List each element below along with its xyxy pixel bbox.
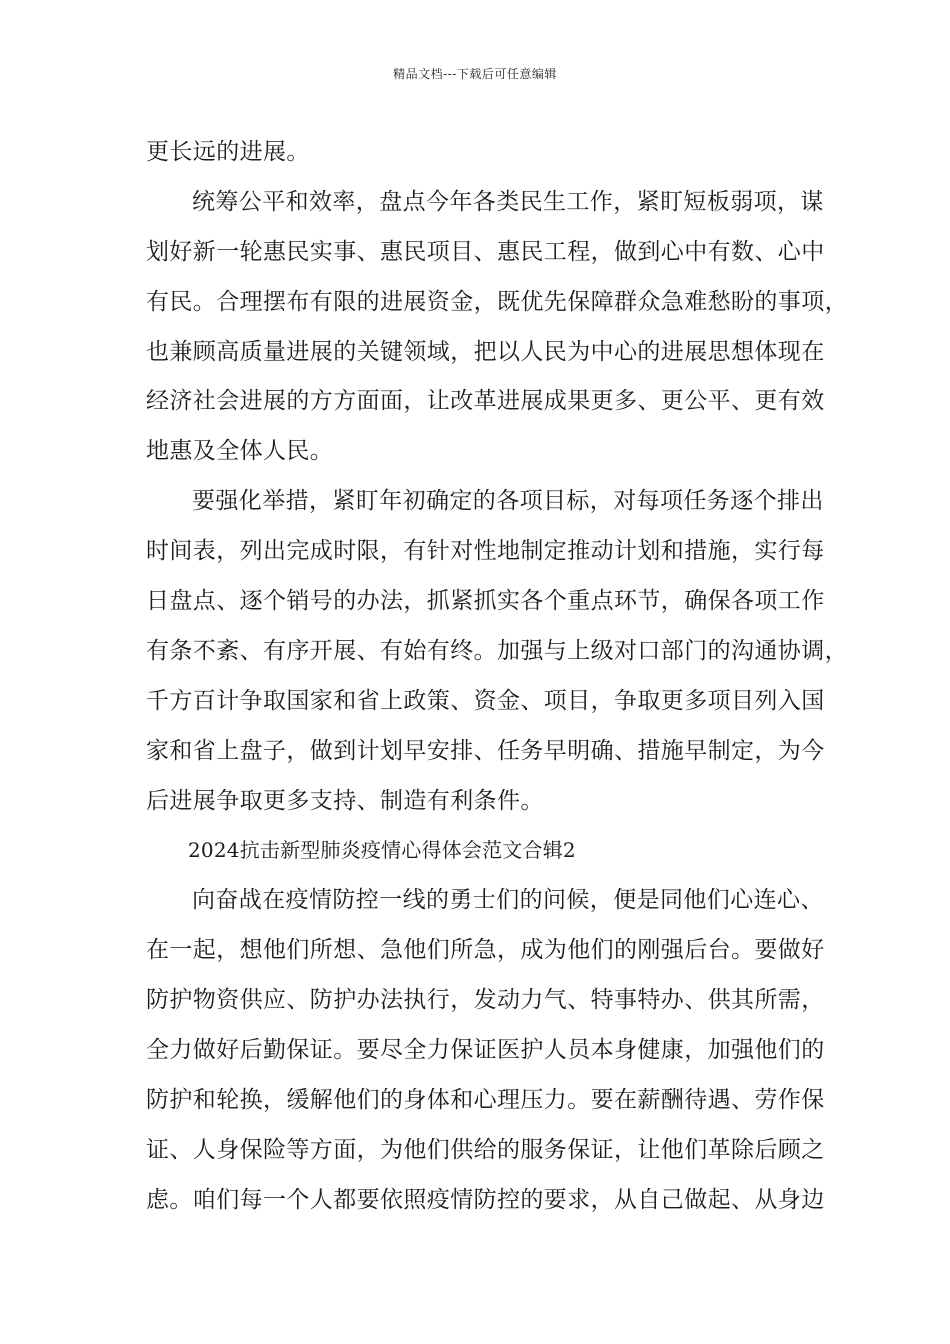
text-line: 后进展争取更多支持、制造有利条件。 [146, 787, 544, 814]
text-line: 全力做好后勤保证。要尽全力保证医护人员本身健康，加强他们的 [146, 1037, 825, 1064]
text-line: 有条不紊、有序开展、有始有终。加强与上级对口部门的沟通协调， [146, 637, 848, 664]
paragraph-start-line: 统筹公平和效率，盘点今年各类民生工作，紧盯短板弱项，谋 [192, 188, 824, 215]
text-line: 地惠及全体人民。 [146, 438, 334, 465]
paragraph-start-line: 要强化举措，紧盯年初确定的各项目标，对每项任务逐个排出 [192, 488, 824, 515]
text-line: 有民。合理摆布有限的进展资金，既优先保障群众急难愁盼的事项， [146, 288, 848, 315]
text-line: 千方百计争取国家和省上政策、资金、项目，争取更多项目列入国 [146, 687, 825, 714]
paragraph-start-line: 向奋战在疫情防控一线的勇士们的问候，便是同他们心连心、 [192, 887, 824, 914]
section-heading: 2024抗击新型肺炎疫情心得体会范文合辑2 [188, 838, 576, 863]
text-line: 家和省上盘子，做到计划早安排、任务早明确、措施早制定，为今 [146, 737, 825, 764]
text-line: 也兼顾高质量进展的关键领域，把以人民为中心的进展思想体现在 [146, 338, 825, 365]
text-line: 划好新一轮惠民实事、惠民项目、惠民工程，做到心中有数、心中 [146, 238, 825, 265]
text-line: 经济社会进展的方方面面，让改革进展成果更多、更公平、更有效 [146, 388, 825, 415]
document-body [146, 128, 848, 1226]
page-header: 精品文档---下载后可任意编辑 [393, 67, 557, 81]
text-line: 更长远的进展。 [146, 139, 310, 165]
text-line: 虑。咱们每一个人都要依照疫情防控的要求，从自己做起、从身边 [146, 1186, 825, 1213]
text-line: 证、人身保险等方面，为他们供给的服务保证，让他们革除后顾之 [146, 1136, 825, 1163]
text-line: 在一起，想他们所想、急他们所急，成为他们的刚强后台。要做好 [146, 937, 825, 964]
text-line: 日盘点、逐个销号的办法，抓紧抓实各个重点环节，确保各项工作 [146, 588, 825, 615]
text-line: 时间表，列出完成时限，有针对性地制定推动计划和措施，实行每 [146, 538, 825, 565]
text-line: 防护和轮换，缓解他们的身体和心理压力。要在薪酬待遇、劳作保 [146, 1086, 825, 1113]
text-line: 防护物资供应、防护办法执行，发动力气、特事特办、供其所需， [146, 987, 825, 1014]
